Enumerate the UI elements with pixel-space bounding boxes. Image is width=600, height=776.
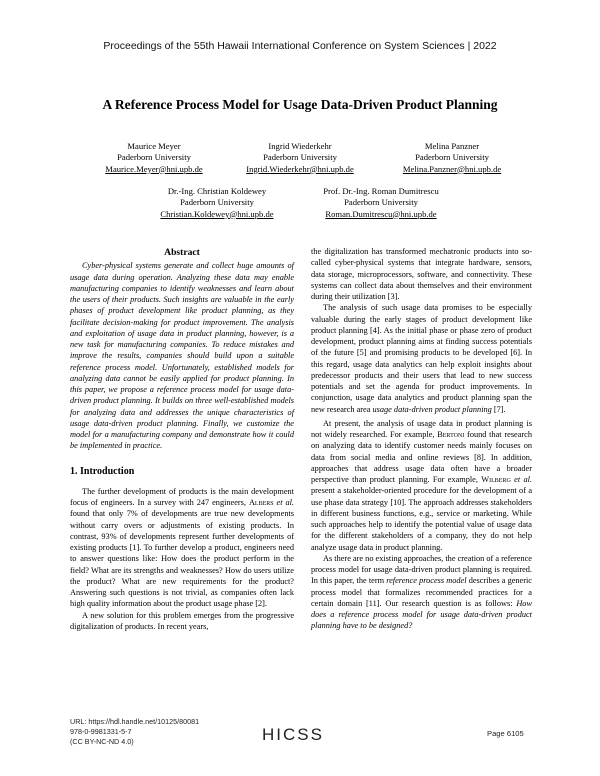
author-email[interactable]: Ingrid.Wiederkehr@hni.upb.de (246, 163, 354, 174)
paragraph: The analysis of such usage data promises to be especially valuable during the early stages of product development like product planning [4]. As the initial phase or phase zero of product development, product planning aims at finding success potentials of the future [5] and promising products to be developed [6]. In this regard, usage data analytics can help exploit insights about predecessor products and their users that lead to new success potentials and set the agenda for product improvements. In conjunction, usage data analytics and product planning span the new research area usage data-driven product planning [7]. (311, 303, 532, 414)
footer-isbn: 978-0-9981331-5-7 (70, 727, 132, 736)
author-block (127, 186, 307, 220)
section-heading: 1. Introduction (70, 465, 135, 477)
footer-url[interactable]: URL: https://hdl.handle.net/10125/80081 (70, 717, 200, 726)
cited-author: Wilberg (481, 475, 511, 484)
paragraph: the digitalization has transformed mechatronic products into so-called cyber-physical systems that integrate hardware, sensors, data storage, microprocessors, software, and connectivity. These systems can collect data about themselves and their environment during their utilization [3]. (311, 247, 532, 301)
author-block (291, 186, 471, 220)
author-email[interactable]: Christian.Koldewey@hni.upb.de (160, 208, 274, 219)
abstract-heading: Abstract (164, 247, 200, 258)
cited-author: Albers (248, 498, 274, 507)
author-name: Maurice Meyer (127, 141, 181, 151)
paragraph: A new solution for this problem emerges from the progressive digitalization of products. In recent years, (70, 610, 294, 631)
author-affiliation: Paderborn University (344, 197, 418, 208)
author-block (362, 141, 542, 175)
paper-title: A Reference Process Model for Usage Data-Driven Product Planning (102, 97, 498, 112)
hicss-logo: HICSS (262, 725, 324, 744)
paragraph: At present, the analysis of usage data in product planning is not widely researched. For example, Bertoni found that research on analyzing data to identify customer needs mainly focuses on data from social media and online reviews [8]. In addition, approaches that address usage data often have a broader perspective than product planning. For example, Wilberg et al. present a stakeholder-oriented procedure for the development of a use phase data strategy [10]. The approach addresses stakeholders in different business functions, e.g., service or marketing. While such approaches help to identify the potential value of usage data for the different stakeholders of a company, they do not help analyze usage data in product planning. (311, 418, 533, 552)
page-number: Page 6105 (487, 729, 524, 738)
paragraph: The further development of products is the main development focus of engineers. In a survey with 247 engineers, Albers et al. found that only 7% of developments are true new developments without carry overs or adjustments of existing products. In contrast, 93% of developments represent further developments of existing products [1]. To further develop a product, engineers need to answer questions like: How does the product perform in the field? What are its strengths and weaknesses? How do users utilize the product? What are new requirements for the product? Answering such questions is not trivial, as companies often lack high quality information about the product usage phase [2]. (70, 486, 294, 609)
footer-info (70, 717, 199, 747)
author-affiliation: Paderborn University (180, 197, 254, 208)
paragraph: As there are no existing approaches, the creation of a reference process model for usage data-driven product planning is required. In this paper, the term reference process model describes a generic process model that formalizes recommended practices for a certain domain [11]. Our research question is as follows: How does a reference process model for usage data-driven product planning have to be designed? (311, 553, 532, 631)
abstract-text: Cyber-physical systems generate and collect huge amounts of usage data during operation. Analyzing these data may enable manufacturing companies to identify weaknesses and learn about the users of their products. Such insights are valuable in the early phases of product development like product planning, as they facilitate decision-making for product improvement. The analysis and exploitation of usage data in product planning, however, is a new task for manufacturing companies. To reduce mistakes and improve the results, companies should build upon a suitable reference process model. Unfortunately, established models for analyzing data cannot be easily applied for product planning. In this paper, we propose a reference process model for usage data-driven product planning. It builds on three well-established models for analyzing data and addresses the unique characteristics of usage data-driven product planning. Finally, we customize the model for a manufacturing company and demonstrate how it could be implemented in practice. (70, 261, 294, 451)
proceedings-header: Proceedings of the 55th Hawaii International Conference on System Sciences | 2022 (103, 40, 497, 52)
author-email[interactable]: Melina.Panzner@hni.upb.de (402, 163, 502, 174)
author-name: Prof. Dr.-Ing. Roman Dumitrescu (323, 186, 439, 196)
author-name: Melina Panzner (424, 141, 480, 151)
right-column (311, 246, 532, 632)
author-email[interactable]: Maurice.Meyer@hni.upb.de (105, 163, 203, 174)
left-column (70, 247, 294, 632)
author-email[interactable]: Roman.Dumitrescu@hni.upb.de (325, 208, 437, 219)
author-affiliation: Paderborn University (415, 152, 489, 163)
author-affiliation: Paderborn University (263, 152, 337, 163)
author-name: Dr.-Ing. Christian Koldewey (167, 186, 267, 196)
author-affiliation: Paderborn University (117, 152, 191, 163)
footer-license: (CC BY-NC-ND 4.0) (70, 737, 134, 746)
cited-author: Bertoni (437, 430, 465, 439)
author-name: Ingrid Wiederkehr (268, 141, 332, 151)
